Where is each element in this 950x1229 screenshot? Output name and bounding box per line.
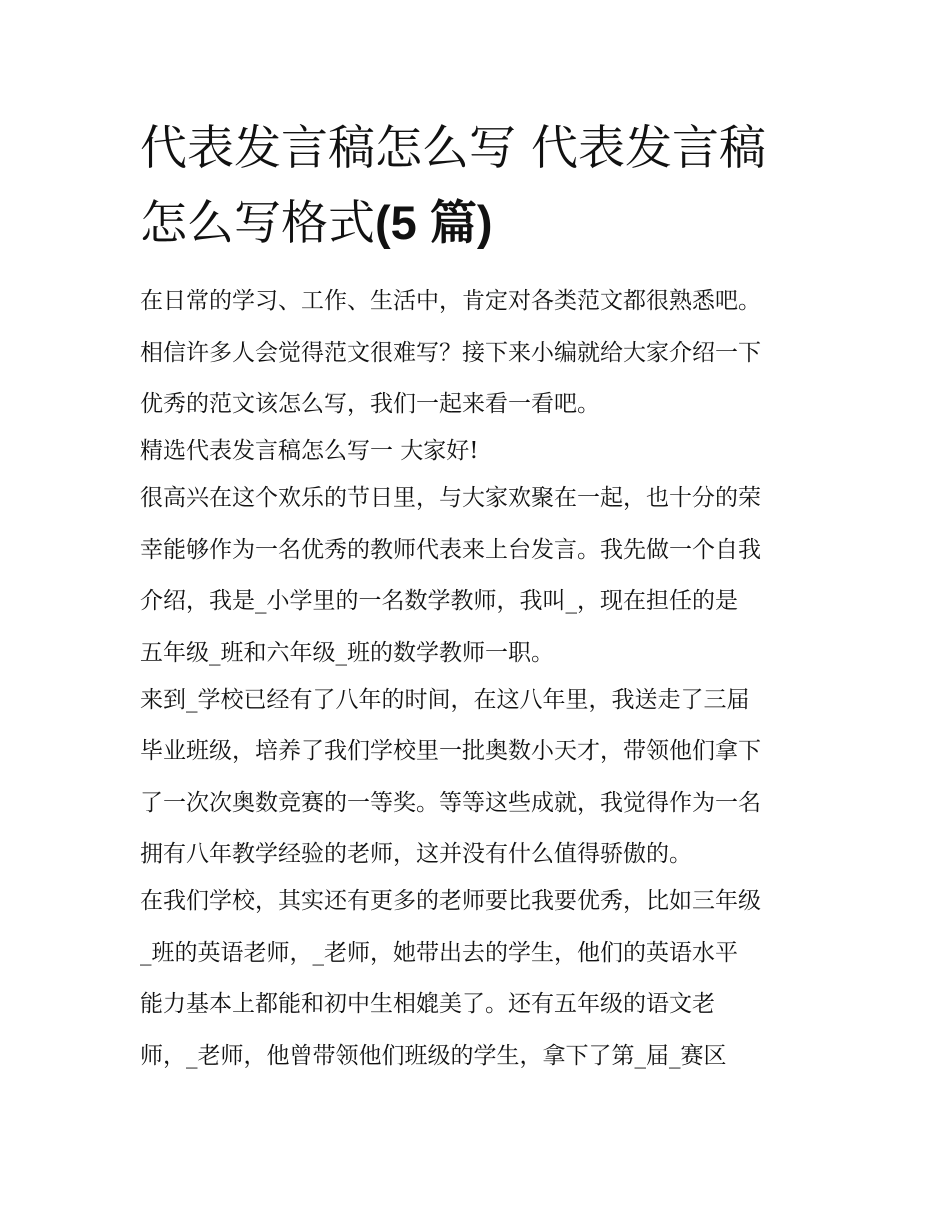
body-line: 在日常的学习、工作、生活中，肯定对各类范文都很熟悉吧。: [140, 288, 761, 314]
body-line: 拥有八年教学经验的老师，这并没有什么值得骄傲的。: [140, 841, 692, 867]
body-line: 介绍，我是_小学里的一名数学教师，我叫_，现在担任的是: [140, 588, 738, 614]
body-line: _班的英语老师，_老师，她带出去的学生，他们的英语水平: [140, 939, 738, 966]
body-line: 能力基本上都能和初中生相媲美了。还有五年级的语文老: [140, 991, 715, 1017]
title-line-2-text: 怎么写格式: [140, 196, 375, 251]
document-title: [140, 112, 830, 261]
title-line-1: 代表发言稿怎么写 代表发言稿: [140, 121, 766, 176]
body-line: 五年级_班和六年级_班的数学教师一职。: [140, 639, 554, 666]
title-line-2-count: (5 篇): [375, 196, 493, 249]
body-line: 师，_老师，他曾带领他们班级的学生，拿下了第_届_赛区: [140, 1042, 727, 1069]
body-line: 优秀的范文该怎么写，我们一起来看一看吧。: [140, 391, 600, 417]
body-line: 毕业班级，培养了我们学校里一批奥数小天才，带领他们拿下: [140, 738, 761, 764]
body-line: 精选代表发言稿怎么写一 大家好!: [140, 438, 479, 464]
body-line: 幸能够作为一名优秀的教师代表来上台发言。我先做一个自我: [140, 536, 761, 563]
body-line: 很高兴在这个欢乐的节日里，与大家欢聚在一起，也十分的荣: [140, 485, 761, 511]
body-line: 在我们学校，其实还有更多的老师要比我要优秀，比如三年级: [140, 888, 761, 914]
body-line: 了一次次奥数竞赛的一等奖。等等这些成就，我觉得作为一名: [140, 789, 761, 816]
document-body: [140, 279, 820, 1085]
body-line: 来到_学校已经有了八年的时间，在这八年里，我送走了三届: [140, 686, 750, 713]
body-line: 相信许多人会觉得范文很难写？接下来小编就给大家介绍一下: [140, 339, 761, 366]
